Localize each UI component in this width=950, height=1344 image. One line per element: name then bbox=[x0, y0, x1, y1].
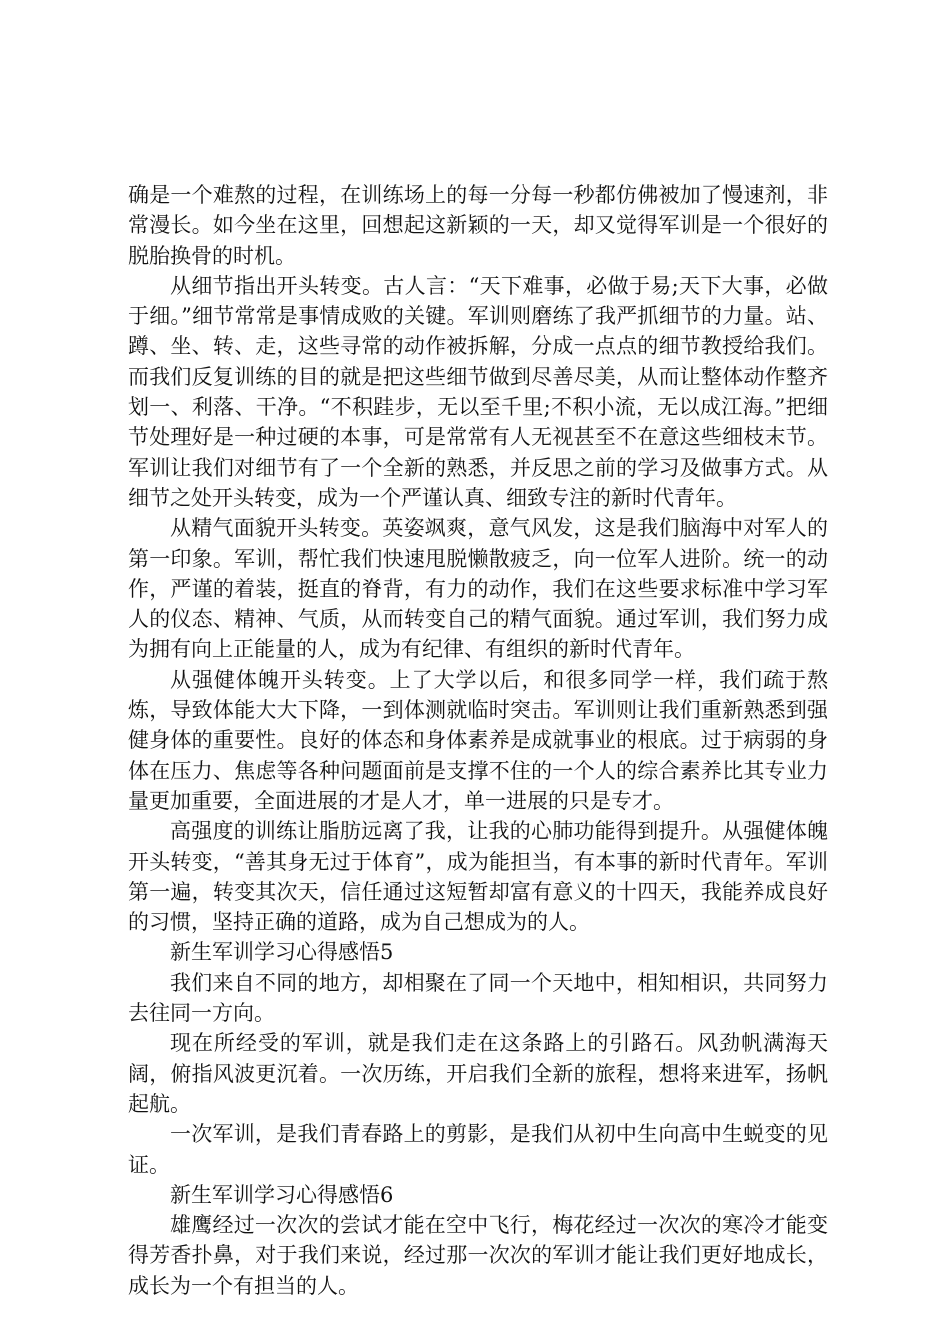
section-heading-5: 新生军训学习心得感悟5 bbox=[170, 940, 394, 965]
paragraph-6: 我们来自不同的地方，却相聚在了同一个天地中，相知相识，共同努力去往同一方向。 bbox=[128, 970, 828, 1026]
paragraph-3: 从精气面貌开头转变。英姿飒爽，意气风发，这是我们脑海中对军人的第一印象。军训，帮忙我们快速甩脱懒散疲乏，向一位军人进阶。统一的动作，严谨的着装，挺直的脊背，有力的动作，我们在这些要求标准中学习军人的仪态、精神、气质，从而转变自己的精气面貌。通过军训，我们努力成为拥有向上正能量的人，成为有纪律、有组织的新时代青年。 bbox=[128, 516, 828, 662]
section-heading-6: 新生军训学习心得感悟6 bbox=[170, 1182, 394, 1207]
paragraph-9: 雄鹰经过一次次的尝试才能在空中飞行，梅花经过一次次的寒冷才能变得芳香扑鼻，对于我们来说，经过那一次次的军训才能让我们更好地成长，成长为一个有担当的人。 bbox=[128, 1213, 828, 1298]
paragraph-5: 高强度的训练让脂肪远离了我，让我的心肺功能得到提升。从强健体魄开头转变，“善其身无过于体育”，成为能担当，有本事的新时代青年。军训第一遍，转变其次天，信任通过这短暂却富有意义的十四天，我能养成良好的习惯，坚持正确的道路，成为自己想成为的人。 bbox=[128, 819, 828, 935]
paragraph-1: 确是一个难熬的过程，在训练场上的每一分每一秒都仿佛被加了慢速剂，非常漫长。如今坐在这里，回想起这新颖的一天，却又觉得军训是一个很好的脱胎换骨的时机。 bbox=[128, 183, 828, 268]
paragraph-2: 从细节指出开头转变。古人言：“天下难事，必做于易;天下大事，必做于细。”细节常常是事情成败的关键。军训则磨练了我严抓细节的力量。站、蹲、坐、转、走，这些寻常的动作被拆解，分成一点点的细节教授给我们。而我们反复训练的目的就是把这些细节做到尽善尽美，从而让整体动作整齐划一、利落、干净。“不积跬步，无以至千里;不积小流，无以成江海。”把细节处理好是一种过硬的本事，可是常常有人无视甚至不在意这些细枝末节。军训让我们对细节有了一个全新的熟悉，并反思之前的学习及做事方式。从细节之处开头转变，成为一个严谨认真、细致专注的新时代青年。 bbox=[128, 273, 828, 510]
paragraph-4: 从强健体魄开头转变。上了大学以后，和很多同学一样，我们疏于熬炼，导致体能大大下降，一到体测就临时突击。军训则让我们重新熟悉到强健身体的重要性。良好的体态和身体素养是成就事业的根底。过于病弱的身体在压力、焦虑等各种问题面前是支撑不住的一个人的综合素养比其专业力量更加重要，全面进展的才是人才，单一进展的只是专才。 bbox=[128, 667, 828, 813]
paragraph-7: 现在所经受的军训，就是我们走在这条路上的引路石。风劲帆满海天阔，俯指风波更沉着。一次历练，开启我们全新的旅程，想将来进军，扬帆起航。 bbox=[128, 1031, 828, 1116]
document-body bbox=[128, 180, 828, 1301]
paragraph-8: 一次军训，是我们青春路上的剪影，是我们从初中生向高中生蜕变的见证。 bbox=[128, 1122, 828, 1177]
